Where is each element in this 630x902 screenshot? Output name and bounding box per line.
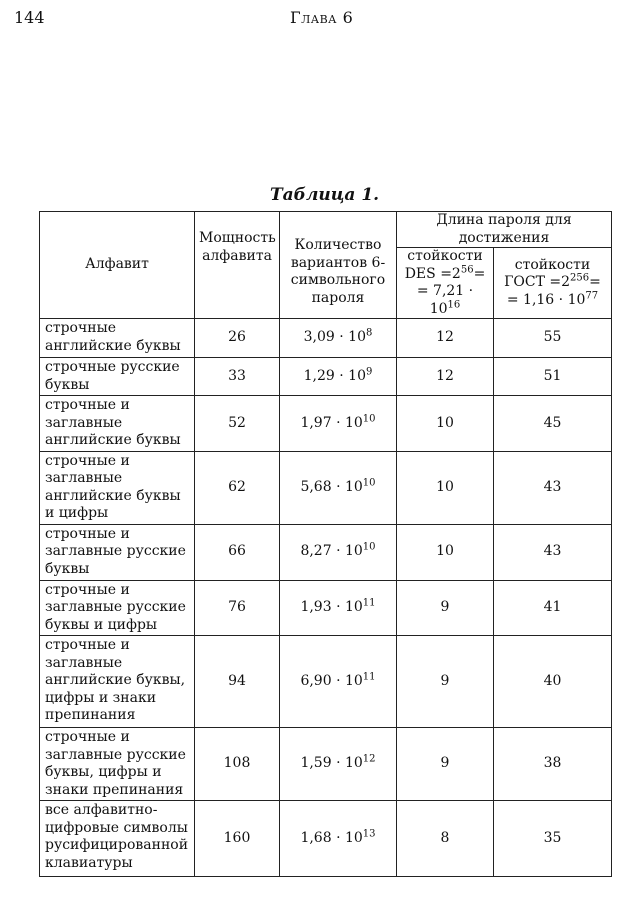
variants-mantissa: 1,97 · 10	[300, 414, 363, 431]
cell-alphabet: строчные и заглавные английские буквы	[40, 396, 195, 452]
variants-exponent: 10	[362, 412, 376, 424]
cell-alphabet: строчные и заглавные русские буквы	[40, 524, 195, 580]
cell-cardinality: 52	[195, 396, 280, 452]
header-length-group: Длина пароля для достижения	[397, 212, 612, 248]
variants-mantissa: 1,68 · 10	[300, 829, 363, 846]
header-gost-tail: =	[589, 274, 601, 291]
table-body	[40, 319, 612, 877]
cell-alphabet: строчные и заглавные русские буквы и цифры	[40, 580, 195, 636]
header-des-value: = 7,21 · 10	[416, 283, 474, 317]
header-des-exp: 56	[460, 263, 474, 275]
cell-alphabet: строчные английские буквы	[40, 319, 195, 358]
header-gost	[494, 248, 612, 319]
table-row	[40, 728, 612, 801]
cell-variants	[280, 451, 397, 524]
variants-exponent: 10	[362, 477, 376, 489]
cell-des-length: 10	[397, 396, 494, 452]
cell-des-length: 9	[397, 580, 494, 636]
variants-mantissa: 5,68 · 10	[300, 478, 363, 495]
cell-des-length: 10	[397, 451, 494, 524]
cell-gost-length: 35	[494, 801, 612, 877]
variants-mantissa: 1,29 · 10	[303, 367, 366, 384]
cell-variants	[280, 396, 397, 452]
variants-exponent: 13	[362, 828, 376, 840]
variants-exponent: 8	[365, 327, 373, 339]
cell-variants	[280, 636, 397, 728]
table-title: Таблица 1.	[270, 185, 380, 205]
cell-des-length: 9	[397, 636, 494, 728]
variants-exponent: 9	[365, 366, 373, 378]
header-gost-value-exp: 77	[585, 290, 599, 302]
cell-gost-length: 43	[494, 451, 612, 524]
variants-exponent: 10	[362, 541, 376, 553]
cell-variants	[280, 728, 397, 801]
cell-alphabet: строчные русские буквы	[40, 358, 195, 396]
table-row	[40, 524, 612, 580]
table-row	[40, 319, 612, 358]
variants-mantissa: 6,90 · 10	[300, 672, 363, 689]
cell-cardinality: 66	[195, 524, 280, 580]
cell-variants	[280, 801, 397, 877]
header-gost-value: = 1,16 · 10	[506, 291, 586, 308]
table-row	[40, 358, 612, 396]
cell-des-length: 10	[397, 524, 494, 580]
page-number: 144	[14, 8, 45, 27]
cell-cardinality: 62	[195, 451, 280, 524]
header-gost-exp: 256	[570, 272, 590, 284]
cell-alphabet: все алфавитно-цифровые символы русифицированной клавиатуры	[40, 801, 195, 877]
variants-mantissa: 1,59 · 10	[300, 755, 363, 772]
cell-des-length: 12	[397, 319, 494, 358]
cell-alphabet: строчные и заглавные русские буквы, цифры и знаки препинания	[40, 728, 195, 801]
cell-gost-length: 55	[494, 319, 612, 358]
cell-cardinality: 76	[195, 580, 280, 636]
cell-gost-length: 40	[494, 636, 612, 728]
header-variants: Количество вариантов 6-символьного пароля	[280, 212, 397, 319]
cell-gost-length: 43	[494, 524, 612, 580]
cell-variants	[280, 524, 397, 580]
header-cardinality: Мощность алфавита	[195, 212, 280, 319]
cell-cardinality: 160	[195, 801, 280, 877]
table-row	[40, 636, 612, 728]
cell-variants	[280, 319, 397, 358]
header-des-tail: =	[473, 265, 486, 282]
variants-mantissa: 8,27 · 10	[300, 543, 363, 560]
cell-cardinality: 94	[195, 636, 280, 728]
cell-alphabet: строчные и заглавные английские буквы, цифры и знаки препинания	[40, 636, 195, 728]
cell-gost-length: 41	[494, 580, 612, 636]
cell-cardinality: 26	[195, 319, 280, 358]
header-gost-label: стойкости ГОСТ =2	[504, 256, 591, 291]
header-des-value-exp: 16	[447, 298, 461, 310]
cell-des-length: 9	[397, 728, 494, 801]
variants-exponent: 12	[362, 753, 376, 765]
header-alphabet: Алфавит	[40, 212, 195, 319]
table-row	[40, 451, 612, 524]
password-length-table	[39, 211, 612, 877]
cell-variants	[280, 580, 397, 636]
header-des	[397, 248, 494, 319]
cell-des-length: 8	[397, 801, 494, 877]
header-des-label: стойкости DES =2	[404, 248, 483, 282]
cell-cardinality: 108	[195, 728, 280, 801]
cell-gost-length: 45	[494, 396, 612, 452]
variants-exponent: 11	[362, 671, 376, 683]
variants-mantissa: 1,93 · 10	[300, 599, 363, 615]
variants-exponent: 11	[362, 597, 376, 609]
cell-gost-length: 38	[494, 728, 612, 801]
table-row	[40, 580, 612, 636]
running-head: Глава 6	[290, 8, 354, 27]
cell-alphabet: строчные и заглавные английские буквы и цифры	[40, 451, 195, 524]
cell-variants	[280, 358, 397, 396]
table-row	[40, 396, 612, 452]
cell-gost-length: 51	[494, 358, 612, 396]
cell-des-length: 12	[397, 358, 494, 396]
variants-mantissa: 3,09 · 10	[303, 329, 366, 346]
table-row	[40, 801, 612, 877]
cell-cardinality: 33	[195, 358, 280, 396]
